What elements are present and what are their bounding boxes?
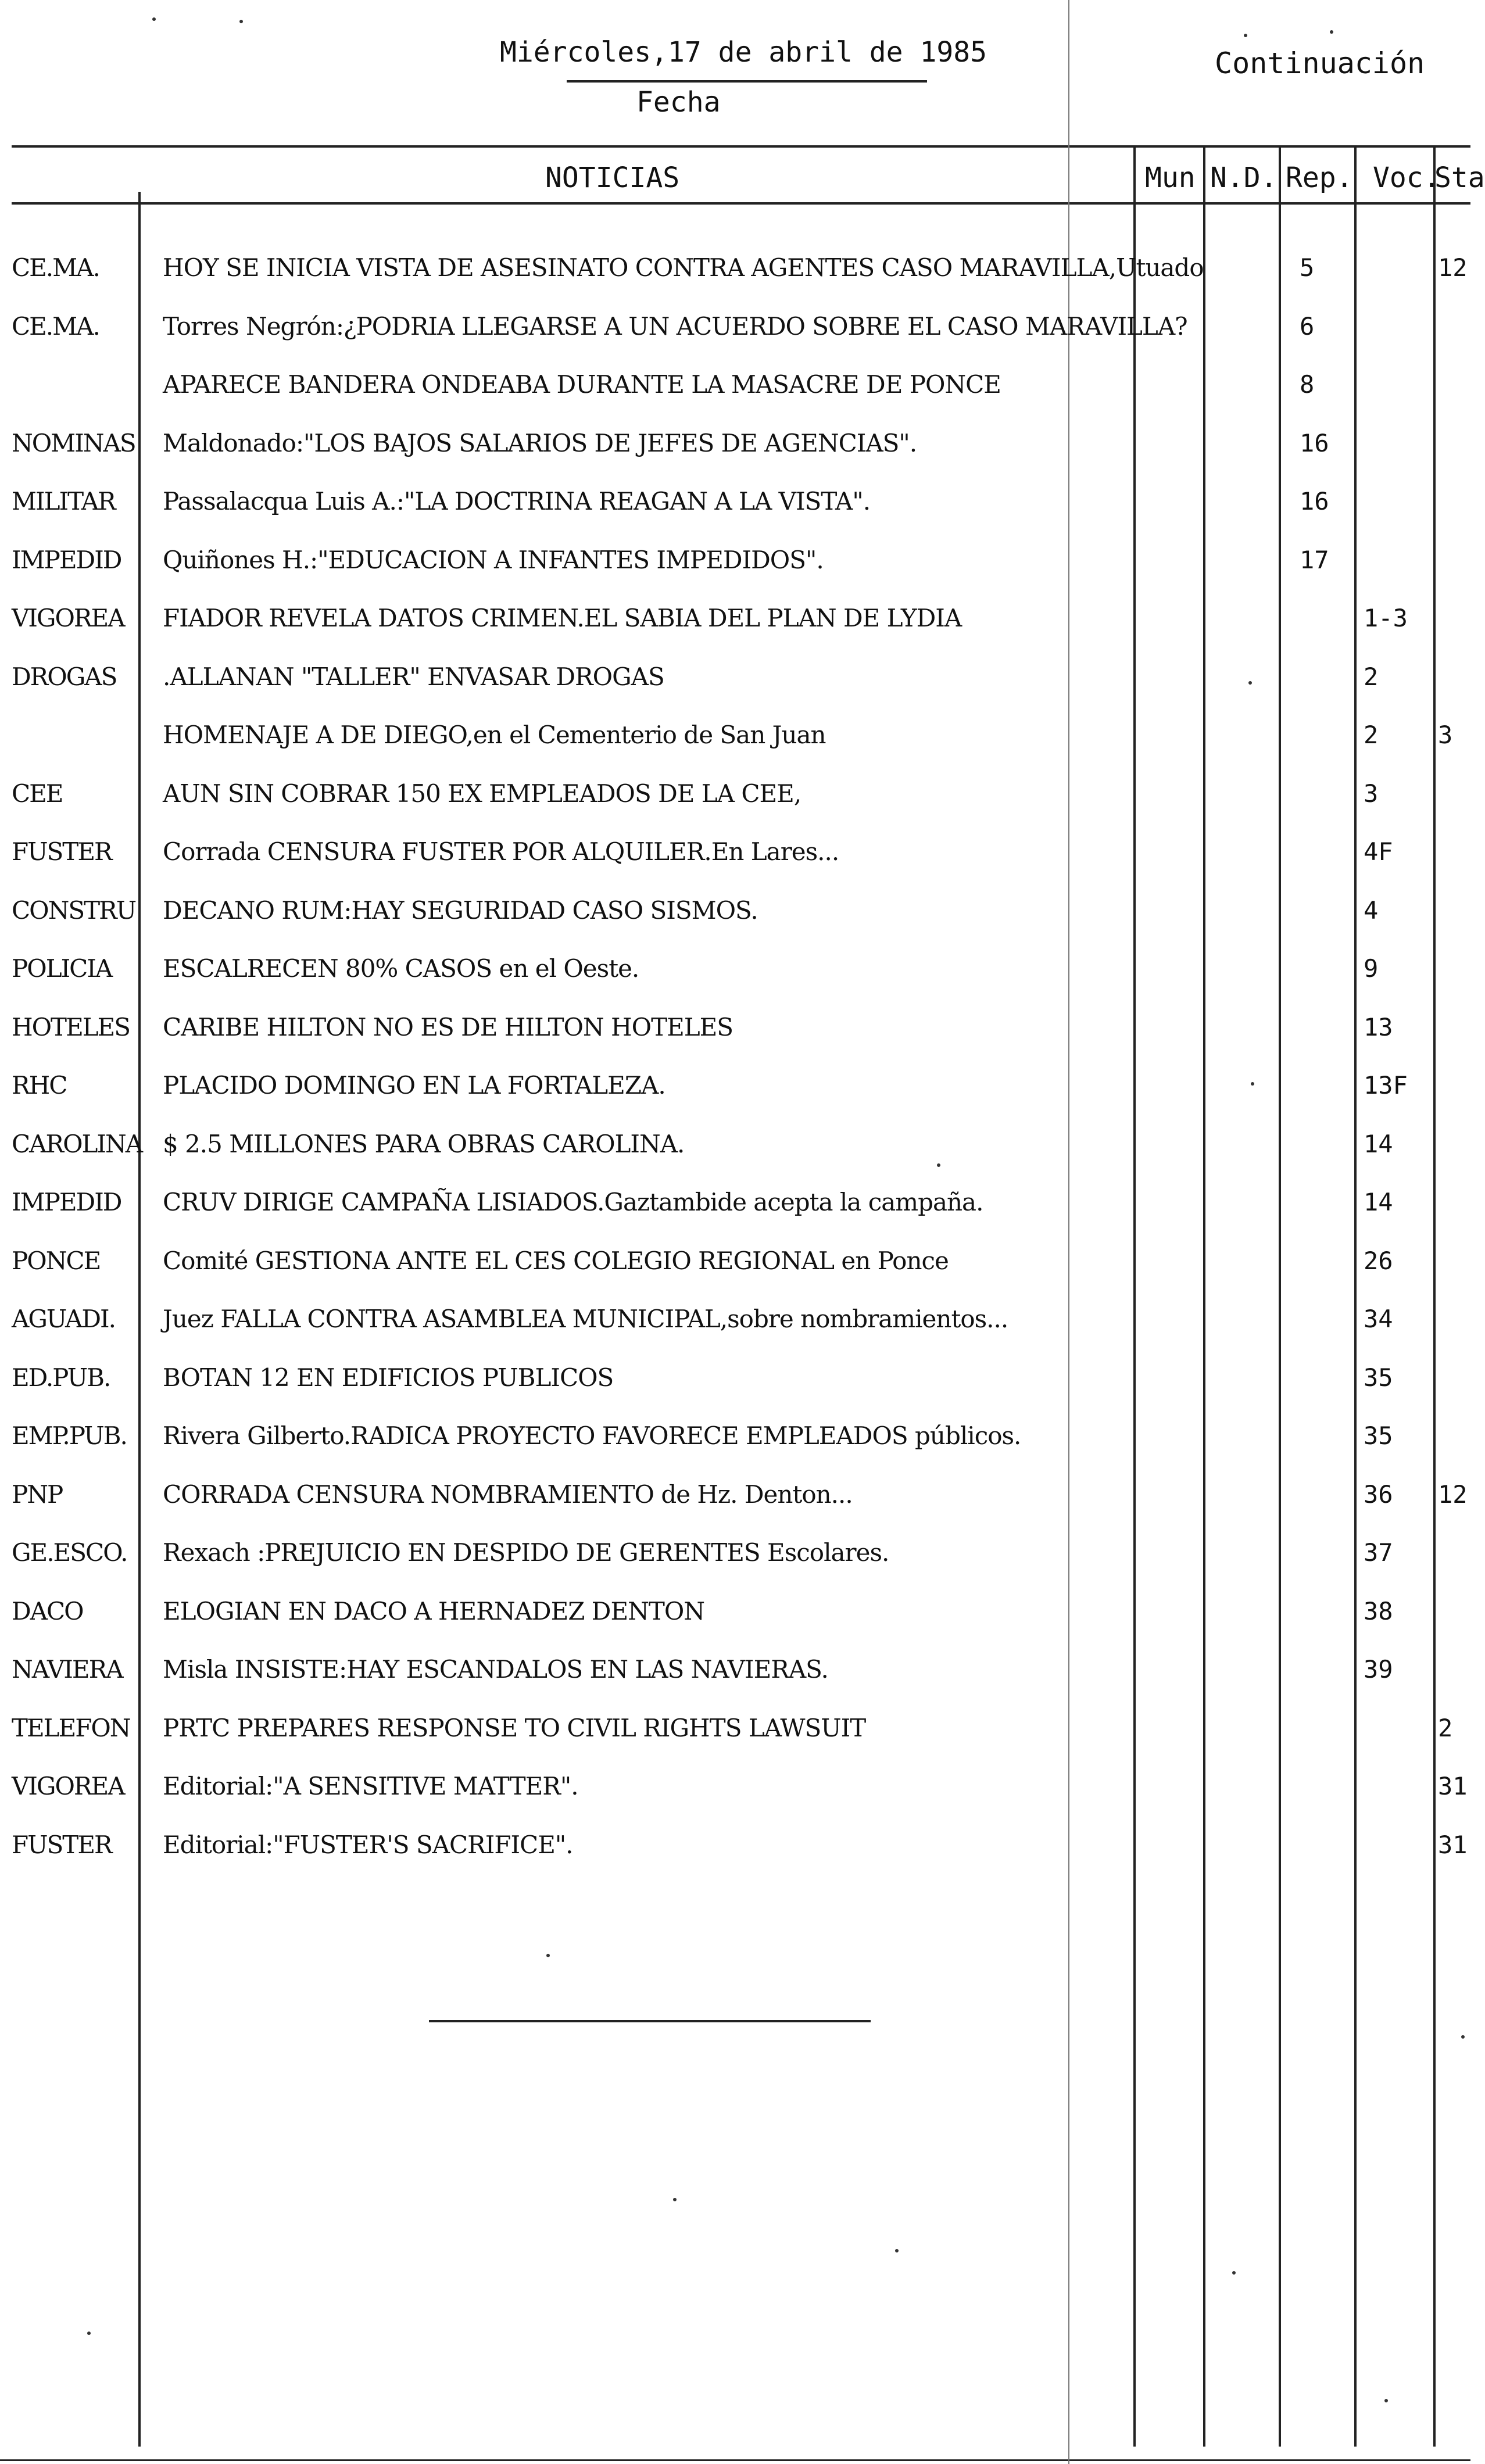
table-row	[0, 1115, 1470, 1173]
row-rep-page: 8	[1300, 370, 1315, 399]
row-voc-page: 35	[1364, 1421, 1393, 1450]
column-header-voc: Voc.	[1373, 162, 1440, 194]
row-category: PNP	[12, 1480, 63, 1509]
scan-speck	[1384, 2399, 1388, 2402]
table-row	[0, 939, 1470, 997]
row-headline: CRUV DIRIGE CAMPAÑA LISIADOS.Gaztambide acepta la campaña.	[163, 1188, 983, 1216]
scan-speck	[673, 2198, 677, 2201]
row-voc-page: 4F	[1364, 837, 1393, 866]
date-underline	[567, 80, 927, 83]
row-headline: Misla INSISTE:HAY ESCANDALOS EN LAS NAVIERAS.	[163, 1655, 828, 1684]
row-headline: Rivera Gilberto.RADICA PROYECTO FAVORECE EMPLEADOS públicos.	[163, 1421, 1021, 1450]
row-category: CE.MA.	[12, 253, 99, 282]
row-category: AGUADI.	[12, 1305, 115, 1333]
table-row	[0, 1757, 1470, 1815]
row-category: CONSTRU	[12, 896, 136, 925]
table-row	[0, 1699, 1470, 1757]
row-rep-page: 5	[1300, 253, 1315, 282]
row-headline: HOMENAJE A DE DIEGO,en el Cementerio de San Juan	[163, 721, 826, 749]
scan-speck	[895, 2249, 899, 2252]
row-sta-page: 12	[1438, 1480, 1468, 1509]
row-category: HOTELES	[12, 1012, 130, 1041]
row-voc-page: 34	[1364, 1305, 1393, 1333]
header-bottom-rule	[12, 202, 1470, 205]
scan-speck	[1232, 2271, 1236, 2275]
row-headline: Maldonado:"LOS BAJOS SALARIOS DE JEFES DE AGENCIAS".	[163, 428, 917, 457]
row-category: RHC	[12, 1071, 67, 1100]
row-voc-page: 13	[1364, 1012, 1393, 1041]
row-category: VIGOREA	[12, 604, 124, 632]
row-category: DROGAS	[12, 662, 117, 691]
row-sta-page: 31	[1438, 1772, 1468, 1800]
continuation-label: Continuación	[1215, 46, 1425, 80]
row-rep-page: 17	[1300, 545, 1329, 574]
row-voc-page: 3	[1364, 779, 1379, 808]
table-row	[0, 705, 1470, 764]
column-header-sta: Sta	[1434, 162, 1485, 194]
scan-speck	[1248, 681, 1252, 685]
table-row	[0, 764, 1470, 822]
row-category: CEE	[12, 779, 63, 808]
row-headline: ELOGIAN EN DACO A HERNADEZ DENTON	[163, 1596, 705, 1625]
scan-speck	[152, 17, 156, 21]
table-row	[0, 1406, 1470, 1464]
row-category: NOMINAS	[12, 428, 135, 457]
table-row	[0, 531, 1470, 589]
row-category: IMPEDID	[12, 1188, 121, 1216]
scan-speck	[1251, 1082, 1254, 1086]
row-headline: $ 2.5 MILLONES PARA OBRAS CAROLINA.	[163, 1129, 685, 1158]
table-row	[0, 822, 1470, 880]
scan-speck	[1244, 34, 1247, 37]
header-top-rule	[12, 145, 1470, 148]
row-category: POLICIA	[12, 954, 112, 983]
table-row	[0, 881, 1470, 939]
table-row	[0, 1582, 1470, 1640]
table-row	[0, 414, 1470, 472]
row-category: CE.MA.	[12, 311, 99, 341]
scan-speck	[239, 20, 243, 23]
row-rep-page: 16	[1300, 428, 1329, 457]
table-row	[0, 238, 1470, 296]
row-headline: Juez FALLA CONTRA ASAMBLEA MUNICIPAL,sobre nombramientos...	[163, 1305, 1008, 1333]
row-sta-page: 2	[1438, 1713, 1453, 1742]
row-voc-page: 36	[1364, 1480, 1393, 1509]
row-rep-page: 6	[1300, 311, 1315, 341]
scan-speck	[546, 1954, 550, 1957]
row-category: ED.PUB.	[12, 1363, 110, 1392]
row-headline: DECANO RUM:HAY SEGURIDAD CASO SISMOS.	[163, 896, 758, 925]
column-header-mun: Mun	[1145, 162, 1196, 194]
table-row	[0, 1173, 1470, 1231]
row-voc-page: 38	[1364, 1596, 1393, 1625]
row-category: MILITAR	[12, 487, 115, 515]
end-of-list-rule	[429, 2020, 871, 2022]
row-sta-page: 3	[1438, 721, 1453, 749]
row-headline: HOY SE INICIA VISTA DE ASESINATO CONTRA AGENTES CASO MARAVILLA,Utuado	[163, 253, 1204, 282]
row-category: FUSTER	[12, 1830, 112, 1859]
row-headline: PRTC PREPARES RESPONSE TO CIVIL RIGHTS LAWSUIT	[163, 1713, 866, 1742]
table-row	[0, 1815, 1470, 1874]
table-row	[0, 647, 1470, 705]
table-row	[0, 1290, 1470, 1348]
row-voc-page: 35	[1364, 1363, 1393, 1392]
row-headline: AUN SIN COBRAR 150 EX EMPLEADOS DE LA CEE,	[163, 779, 801, 808]
row-headline: Quiñones H.:"EDUCACION A INFANTES IMPEDIDOS".	[163, 545, 824, 574]
table-row	[0, 1465, 1470, 1523]
page-bottom-rule	[0, 2459, 1470, 2461]
table-row	[0, 297, 1470, 355]
table-row	[0, 1523, 1470, 1581]
date-label: Fecha	[636, 86, 721, 119]
row-headline: BOTAN 12 EN EDIFICIOS PUBLICOS	[163, 1363, 614, 1392]
row-category: CAROLINA	[12, 1129, 142, 1158]
row-voc-page: 9	[1364, 954, 1379, 983]
row-sta-page: 12	[1438, 253, 1468, 282]
table-row	[0, 1348, 1470, 1406]
row-headline: PLACIDO DOMINGO EN LA FORTALEZA.	[163, 1071, 665, 1100]
table-row	[0, 1056, 1470, 1114]
row-voc-page: 2	[1364, 662, 1379, 691]
table-row	[0, 1231, 1470, 1290]
row-category: PONCE	[12, 1246, 101, 1275]
row-headline: Comité GESTIONA ANTE EL CES COLEGIO REGIONAL en Ponce	[163, 1246, 949, 1275]
scan-speck	[1330, 30, 1333, 34]
table-row	[0, 589, 1470, 647]
row-headline: Passalacqua Luis A.:"LA DOCTRINA REAGAN A LA VISTA".	[163, 487, 871, 515]
table-row	[0, 355, 1470, 413]
row-voc-page: 14	[1364, 1129, 1393, 1158]
row-category: VIGOREA	[12, 1772, 124, 1800]
row-voc-page: 13F	[1364, 1071, 1408, 1100]
row-headline: FIADOR REVELA DATOS CRIMEN.EL SABIA DEL PLAN DE LYDIA	[163, 604, 962, 632]
row-voc-page: 14	[1364, 1188, 1393, 1216]
row-category: TELEFON	[12, 1713, 130, 1742]
row-headline: Corrada CENSURA FUSTER POR ALQUILER.En Lares...	[163, 837, 839, 866]
table-row	[0, 1640, 1470, 1698]
row-headline: Torres Negrón:¿PODRIA LLEGARSE A UN ACUERDO SOBRE EL CASO MARAVILLA?	[163, 311, 1187, 341]
column-header-nd: N.D.	[1210, 162, 1278, 194]
row-headline: Rexach :PREJUICIO EN DESPIDO DE GERENTES Escolares.	[163, 1538, 889, 1567]
row-voc-page: 4	[1364, 896, 1379, 925]
row-headline: .ALLANAN "TALLER" ENVASAR DROGAS	[163, 662, 664, 691]
row-voc-page: 26	[1364, 1246, 1393, 1275]
row-headline: Editorial:"FUSTER'S SACRIFICE".	[163, 1830, 573, 1859]
table-row	[0, 472, 1470, 530]
row-voc-page: 39	[1364, 1655, 1393, 1684]
row-headline: CARIBE HILTON NO ES DE HILTON HOTELES	[163, 1012, 733, 1041]
scan-speck	[87, 2332, 91, 2335]
row-voc-page: 1-3	[1364, 604, 1408, 632]
row-headline: ESCALRECEN 80% CASOS en el Oeste.	[163, 954, 639, 983]
row-voc-page: 2	[1364, 721, 1379, 749]
column-header-noticias: NOTICIAS	[545, 162, 680, 194]
row-category: IMPEDID	[12, 545, 121, 574]
scan-speck	[937, 1163, 940, 1167]
date-value: Miércoles,17 de abril de 1985	[500, 36, 987, 69]
row-category: GE.ESCO.	[12, 1538, 127, 1567]
column-header-rep: Rep.	[1286, 162, 1353, 194]
row-rep-page: 16	[1300, 487, 1329, 515]
row-sta-page: 31	[1438, 1830, 1468, 1859]
scan-speck	[1461, 2035, 1465, 2039]
table-row	[0, 998, 1470, 1056]
row-category: DACO	[12, 1596, 83, 1625]
row-category: NAVIERA	[12, 1655, 123, 1684]
row-category: FUSTER	[12, 837, 112, 866]
row-headline: Editorial:"A SENSITIVE MATTER".	[163, 1772, 578, 1800]
row-category: EMP.PUB.	[12, 1421, 127, 1450]
row-headline: CORRADA CENSURA NOMBRAMIENTO de Hz. Denton...	[163, 1480, 853, 1509]
row-headline: APARECE BANDERA ONDEABA DURANTE LA MASACRE DE PONCE	[163, 370, 1001, 399]
row-voc-page: 37	[1364, 1538, 1393, 1567]
